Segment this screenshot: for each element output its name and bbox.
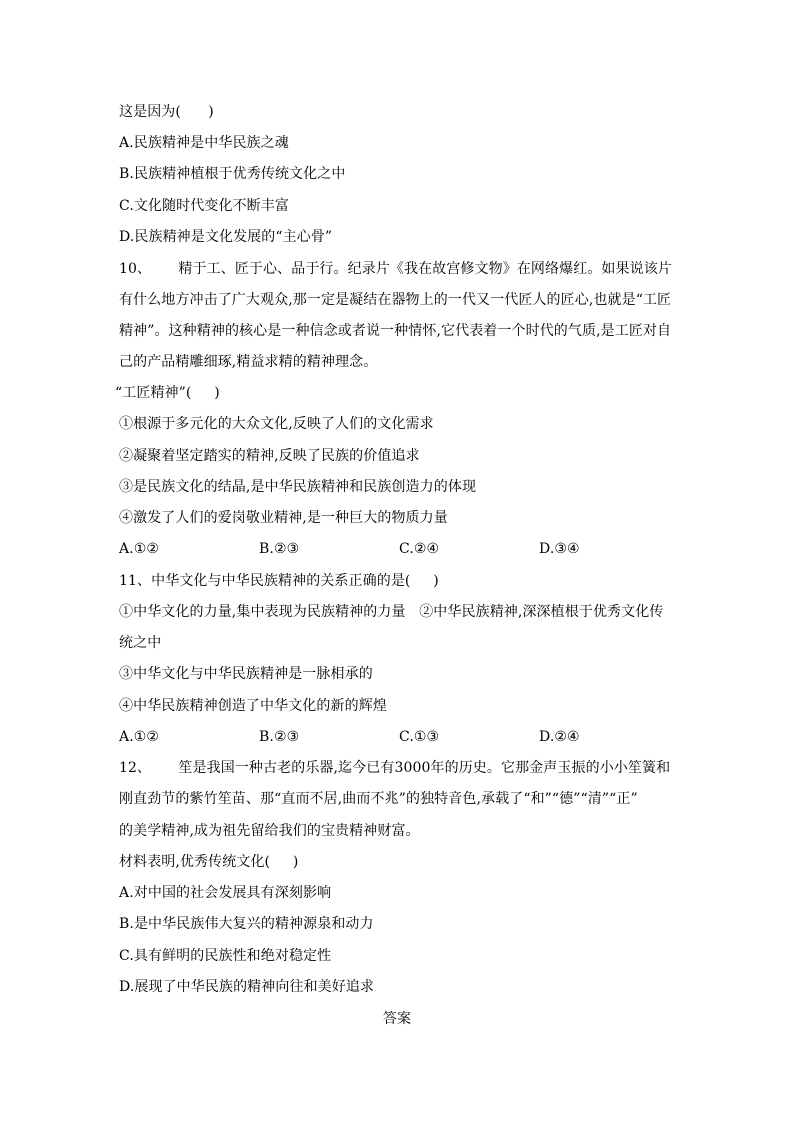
q11-statement-1-2: ①中华文化的力量,集中表现为民族精神的力量 ②中华民族精神,深深植根于优秀文化传 bbox=[119, 604, 664, 620]
q10-statement-4: ④激发了人们的爱岗敬业精神,是一种巨大的物质力量 bbox=[119, 510, 448, 526]
q12-line-1: 12、 笙是我国一种古老的乐器,迄今已有3000年的历史。它那金声玉振的小小笙簧和 bbox=[119, 760, 671, 776]
q11-choice-a: A.①② bbox=[119, 729, 160, 745]
q10-choice-b: B.②③ bbox=[259, 541, 300, 557]
q9-option-c: C.文化随时代变化不断丰富 bbox=[119, 198, 289, 214]
q10-line-4: 己的产品精雕细琢,精益求精的精神理念。 bbox=[119, 354, 378, 370]
q11-stem: 11、中华文化与中华民族精神的关系正确的是( ) bbox=[119, 573, 439, 589]
q9-option-d: D.民族精神是文化发展的“主心骨” bbox=[119, 229, 333, 245]
q11-statement-2-cont: 统之中 bbox=[119, 635, 162, 651]
q10-line-1: 10、 精于工、匠于心、品于行。纪录片《我在故宫修文物》在网络爆红。如果说该片 bbox=[119, 261, 672, 277]
q10-choice-c: C.②④ bbox=[399, 541, 440, 557]
q9-stem-tail: 这是因为( ) bbox=[119, 104, 214, 120]
answer-heading: 答案 bbox=[382, 1011, 412, 1027]
q10-choice-d: D.③④ bbox=[539, 541, 580, 557]
q10-line-3: 精神”。这种精神的核心是一种信念或者说一种情怀,它代表着一个时代的气质,是工匠对自 bbox=[119, 323, 672, 339]
q12-prompt: 材料表明,优秀传统文化( ) bbox=[119, 854, 299, 870]
q11-statement-3: ③中华文化与中华民族精神是一脉相承的 bbox=[119, 666, 373, 682]
q12-line-2: 刚直劲节的紫竹笙苗、那“直而不居,曲而不兆”的独特音色,承载了“和”“德”“清”“正” bbox=[119, 791, 638, 807]
q11-statement-4: ④中华民族精神创造了中华文化的新的辉煌 bbox=[119, 698, 387, 714]
q12-line-3: 的美学精神,成为祖先留给我们的宝贵精神财富。 bbox=[119, 823, 420, 839]
q11-choice-c: C.①③ bbox=[399, 729, 440, 745]
q10-prompt: “工匠精神”( ) bbox=[115, 385, 220, 401]
q10-statement-2: ②凝聚着坚定踏实的精神,反映了民族的价值追求 bbox=[119, 448, 420, 464]
q11-choice-d: D.②④ bbox=[539, 729, 580, 745]
q12-option-a: A.对中国的社会发展具有深刻影响 bbox=[119, 885, 332, 901]
q10-statement-1: ①根源于多元化的大众文化,反映了人们的文化需求 bbox=[119, 416, 434, 432]
q10-choice-a: A.①② bbox=[119, 541, 160, 557]
q10-line-2: 有什么地方冲击了广大观众,那一定是凝结在器物上的一代又一代匠人的匠心,也就是“工匠 bbox=[119, 292, 672, 308]
q11-choice-b: B.②③ bbox=[259, 729, 300, 745]
q10-statement-3: ③是民族文化的结晶,是中华民族精神和民族创造力的体现 bbox=[119, 479, 477, 495]
q9-option-b: B.民族精神植根于优秀传统文化之中 bbox=[119, 166, 346, 182]
q9-option-a: A.民族精神是中华民族之魂 bbox=[119, 135, 289, 151]
q12-option-d: D.展现了中华民族的精神向往和美好追求 bbox=[119, 979, 375, 995]
q12-option-b: B.是中华民族伟大复兴的精神源泉和动力 bbox=[119, 916, 374, 932]
q12-option-c: C.具有鲜明的民族性和绝对稳定性 bbox=[119, 948, 332, 964]
